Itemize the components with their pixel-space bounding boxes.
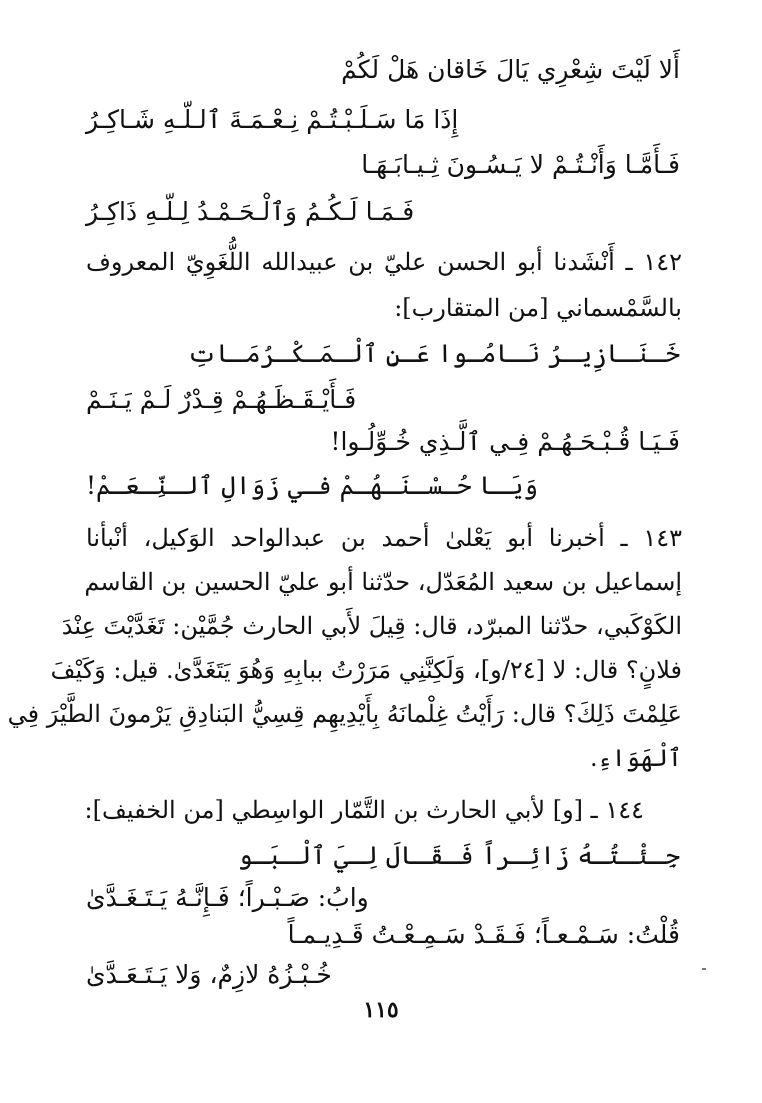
- page-number: ١١٥: [363, 997, 399, 1023]
- poem2-verse-2a: فَـيَـا قُـبْـحَـهُـمْ فِـي ٱلَّـذِي خُـوِّلُـوا!: [330, 427, 680, 456]
- entry143-line-6: ٱلْهَوَاءِ.: [589, 744, 682, 772]
- poem1-verse-1a: أَلا لَيْتَ شِعْرِي يَالَ خَاقان هَلْ لَكُمْ: [341, 55, 680, 84]
- poem1-verse-2b: فَـمَـا لَـكُـمُ وَٱلْـحَـمْـدُ لِـلّـهِ ذَاكِـرُ: [86, 197, 415, 226]
- poem3-verse-2a: قُلْتُ: سَـمْـعـاً؛ فَـقَـدْ سَـمِـعْـتُ قَـدِيـمـاً: [287, 920, 680, 949]
- entry142-line-2: بالسَّمْسماني [من المتقارب]:: [394, 294, 682, 322]
- poem2-verse-1b: فَـأَيْـقَـظَـهُـمْ قِـدْرٌ لَـمْ يَـنَـمْ: [86, 385, 357, 414]
- entry144-line-1: ١٤٤ ـ [و] لأبي الحارث بن التَّمّار الواسِطي [من الخفيف]:: [84, 796, 644, 824]
- poem2-verse-1a: خَـنَـازِيـرُ نَـامُـوا عَـنِ ٱلْـمَـكْـرُمَـاتِ: [187, 339, 680, 368]
- poem1-verse-2a: فَـأَمَّـا وَأَنْـتُـمْ لا يَـسُـونَ ثِـيـابَـهَـا: [361, 150, 680, 179]
- entry143-line-5: عَلِمْتَ ذَلِكَ؟ قال: رَأَيْتُ غِلْمانَهُ بِأَيْدِيهِم قِسِيُّ البَنادِقِ يَرْمونَ الطَّيْرَ فِي: [7, 700, 682, 728]
- margin-mark: [702, 968, 706, 970]
- poem3-verse-2b: خُـبْـزُهُ لازِمٌ، وَلا يَـتَـعَـدَّىٰ: [86, 960, 332, 989]
- entry143-line-1: ١٤٣ ـ أخبرنا أبو يَعْلىٰ أحمد بن عبدالواحد الوَكيل، أنْبأنا: [86, 524, 682, 552]
- poem3-verse-1a: جِـئْـتُـهُ زَائِـراً فَـقَـالَ لِـيَ ٱلْـبَـو: [238, 841, 680, 870]
- entry143-line-4: فلانٍ؟ قال: لا [٢٤/و]، وَلَكِنَّنِي مَرَرْتُ ببابِهِ وَهُوَ يَتَغَدَّىٰ. قيل: وَكَيْفَ: [50, 656, 682, 684]
- poem1-verse-1b: إِذَا مَا سَـلَـبْـتُـمْ نِـعْـمَـةَ ٱلـلّـهِ شَـاكِـرُ: [86, 105, 459, 134]
- poem2-verse-2b: وَيَـا حُـسْـنَـهُـمْ فـي زَوَالِ ٱلـنِّـعَـمْ!: [86, 471, 538, 500]
- poem3-verse-1b: وابُ: صَـبْـراً؛ فَـإِنَّـهُ يَـتَـغَـدَّىٰ: [86, 883, 369, 912]
- entry143-line-2: إسماعيل بن سعيد المُعَدّل، حدّثنا أبو عليّ الحسين بن القاسم: [84, 568, 682, 596]
- entry143-line-3: الكَوْكَبي، حدّثنا المبرّد، قال: قِيلَ لأَبي الحارث جُمَّيْن: تَغَدَّيْتَ عِنْدَ: [61, 612, 682, 640]
- entry142-line-1: ١٤٢ ـ أَنْشَدنا أبو الحسن عليّ بن عبيدالله اللُّغَوِيّ المعروف: [86, 248, 682, 276]
